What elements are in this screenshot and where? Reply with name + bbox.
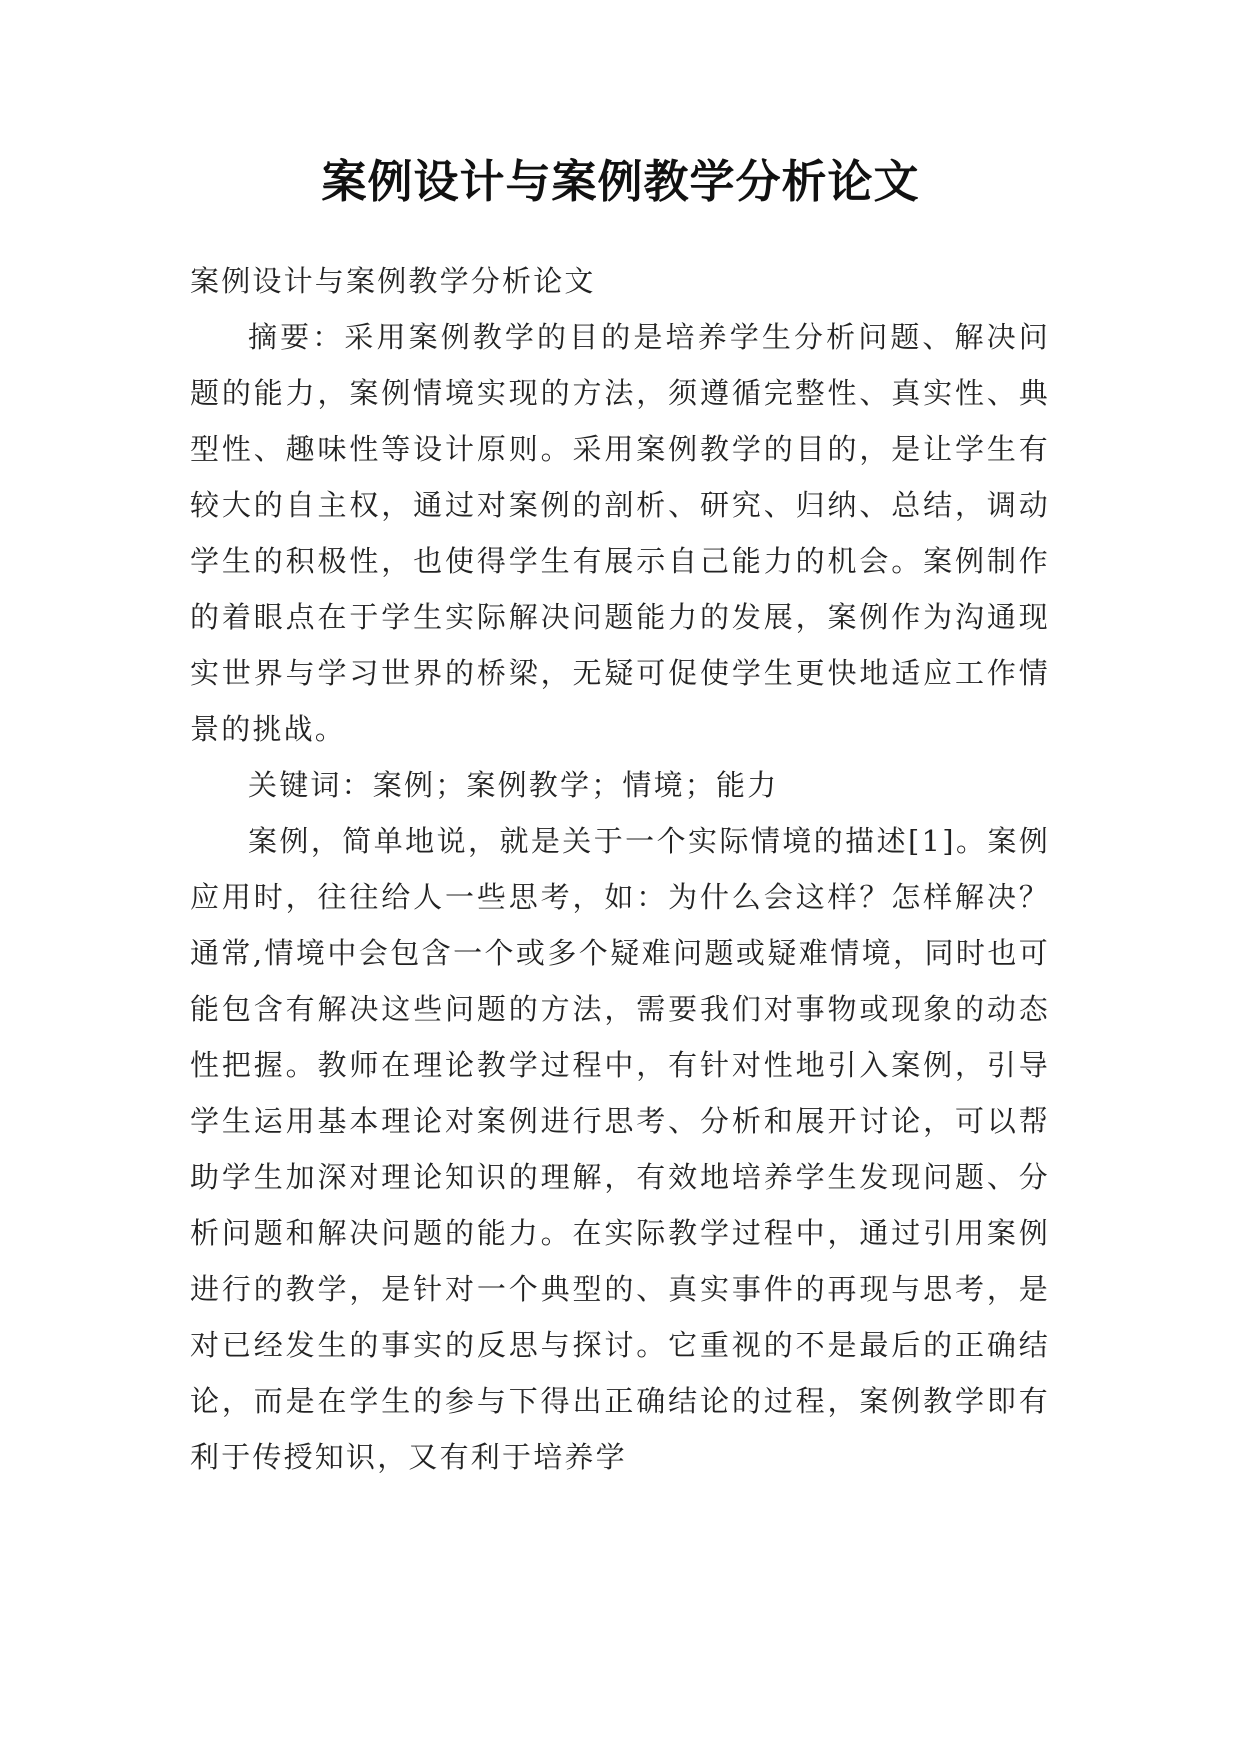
abstract-paragraph: 摘要：采用案例教学的目的是培养学生分析问题、解决问题的能力，案例情境实现的方法，须遵循完整性、真实性、典型性、趣味性等设计原则。采用案例教学的目的，是让学生有较大的自主权，通过对案例的剖析、研究、归纳、总结，调动学生的积极性，也使得学生有展示自己能力的机会。案例制作的着眼点在于学生实际解决问题能力的发展，案例作为沟通现实世界与学习世界的桥梁，无疑可促使学生更快地适应工作情景的挑战。 bbox=[190, 320, 1050, 746]
subtitle-paragraph: 案例设计与案例教学分析论文 bbox=[190, 264, 596, 298]
document-title: 案例设计与案例教学分析论文 bbox=[321, 155, 920, 208]
keywords-paragraph: 关键词：案例；案例教学；情境；能力 bbox=[248, 768, 779, 802]
body-paragraph: 案例，简单地说，就是关于一个实际情境的描述[1]。案例应用时，往往给人一些思考，如：为什么会这样？怎样解决？通常,情境中会包含一个或多个疑难问题或疑难情境，同时也可能包含有解决这些问题的方法，需要我们对事物或现象的动态性把握。教师在理论教学过程中，有针对性地引入案例，引导学生运用基本理论对案例进行思考、分析和展开讨论，可以帮助学生加深对理论知识的理解，有效地培养学生发现问题、分析问题和解决问题的能力。在实际教学过程中，通过引用案例进行的教学，是针对一个典型的、真实事件的再现与思考，是对已经发生的事实的反思与探讨。它重视的不是最后的正确结论，而是在学生的参与下得出正确结论的过程，案例教学即有利于传授知识，又有利于培养学 bbox=[190, 824, 1050, 1474]
document-body bbox=[190, 253, 1050, 1485]
